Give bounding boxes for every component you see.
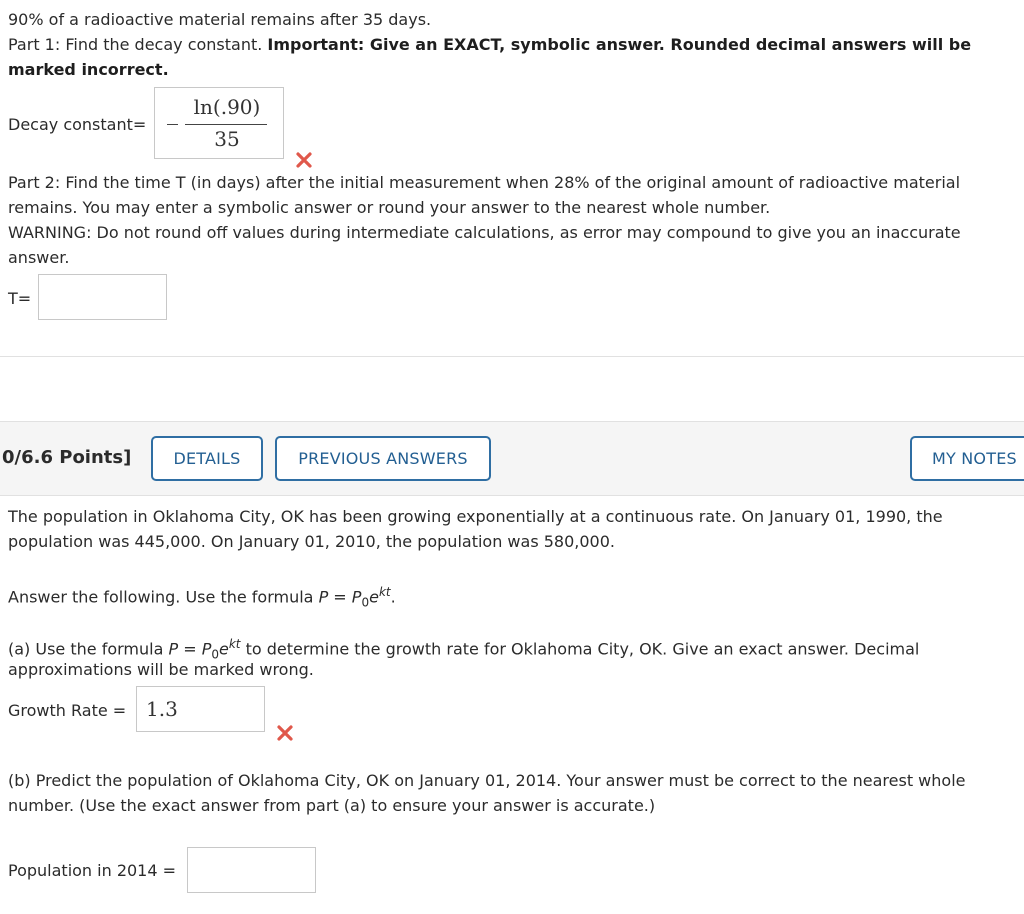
q1-part1-important-cont: marked incorrect. bbox=[8, 60, 169, 79]
part-a-line2: approximations will be marked wrong. bbox=[8, 660, 314, 679]
q1-part1-line1 bbox=[8, 32, 971, 57]
part-a-prefix: (a) Use the formula bbox=[8, 639, 169, 659]
part-a-formula-p0: P bbox=[201, 639, 212, 659]
previous-answers-button[interactable]: PREVIOUS ANSWERS bbox=[275, 436, 491, 481]
formula-eq: = bbox=[328, 587, 352, 607]
part-a-formula-sub0: 0 bbox=[211, 647, 220, 662]
part-a-suffix: to determine the growth rate for Oklahoma City, OK. Give an exact answer. Decimal bbox=[240, 639, 920, 659]
q1-part1-line2 bbox=[8, 57, 169, 82]
q1-warning-line1: WARNING: Do not round off values during intermediate calculations, as error may compound to give you an inaccurate bbox=[8, 223, 961, 242]
part-a-formula-eq: = bbox=[178, 639, 202, 659]
part-b-line1: (b) Predict the population of Oklahoma City, OK on January 01, 2014. Your answer must be correct to the nearest whole bbox=[8, 771, 966, 790]
formula-exp: kt bbox=[378, 585, 391, 599]
q2-problem-line2: population was 445,000. On January 01, 2010, the population was 580,000. bbox=[8, 532, 615, 551]
decay-label: Decay constant= bbox=[8, 115, 147, 134]
formula-e: e bbox=[369, 587, 379, 607]
growth-rate-value: 1.3 bbox=[146, 697, 178, 721]
formula-period: . bbox=[390, 587, 396, 607]
q1-part2-line2: remains. You may enter a symbolic answer or round your answer to the nearest whole number. bbox=[8, 198, 771, 217]
x-mark-icon bbox=[276, 724, 294, 742]
formula-intro: Answer the following. Use the formula bbox=[8, 587, 319, 607]
formula-line bbox=[8, 580, 396, 616]
part-a-formula-p: P bbox=[168, 639, 179, 659]
q1-part1-prefix: Part 1: Find the decay constant. bbox=[8, 35, 268, 54]
section-divider bbox=[0, 356, 1024, 357]
part-b-line2: number. (Use the exact answer from part (a) to ensure your answer is accurate.) bbox=[8, 796, 656, 815]
q1-intro: 90% of a radioactive material remains after 35 days. bbox=[8, 10, 432, 29]
growth-rate-input[interactable] bbox=[136, 686, 265, 732]
x-mark-icon bbox=[295, 151, 313, 169]
q1-warning-line2: answer. bbox=[8, 248, 70, 267]
minus-sign bbox=[167, 124, 178, 125]
q1-part1-important: Important: Give an EXACT, symbolic answer. Rounded decimal answers will be bbox=[267, 35, 972, 54]
decay-answer-box[interactable] bbox=[154, 87, 284, 159]
q1-part2-line1: Part 2: Find the time T (in days) after the initial measurement when 28% of the original amount of radioactive material bbox=[8, 173, 961, 192]
details-button[interactable]: DETAILS bbox=[151, 436, 263, 481]
formula-p0: P bbox=[351, 587, 362, 607]
formula-p: P bbox=[318, 587, 329, 607]
population-input[interactable] bbox=[187, 847, 316, 893]
decay-denominator: 35 bbox=[214, 127, 240, 151]
points-score: 0/6.6 Points] bbox=[2, 447, 132, 468]
t-label: T= bbox=[8, 289, 32, 308]
decay-numerator: ln(.90) bbox=[193, 95, 261, 119]
growth-label: Growth Rate = bbox=[8, 701, 127, 720]
part-a-formula-e: e bbox=[219, 639, 229, 659]
my-notes-button[interactable]: MY NOTES bbox=[910, 436, 1024, 481]
part-a-formula-exp: kt bbox=[228, 637, 241, 651]
formula-sub0: 0 bbox=[361, 595, 370, 610]
fraction-bar bbox=[185, 124, 267, 125]
t-input[interactable] bbox=[38, 274, 167, 320]
population-label: Population in 2014 = bbox=[8, 861, 177, 880]
q2-problem-line1: The population in Oklahoma City, OK has been growing exponentially at a continuous rate. On January 01, 1990, the bbox=[8, 507, 943, 526]
